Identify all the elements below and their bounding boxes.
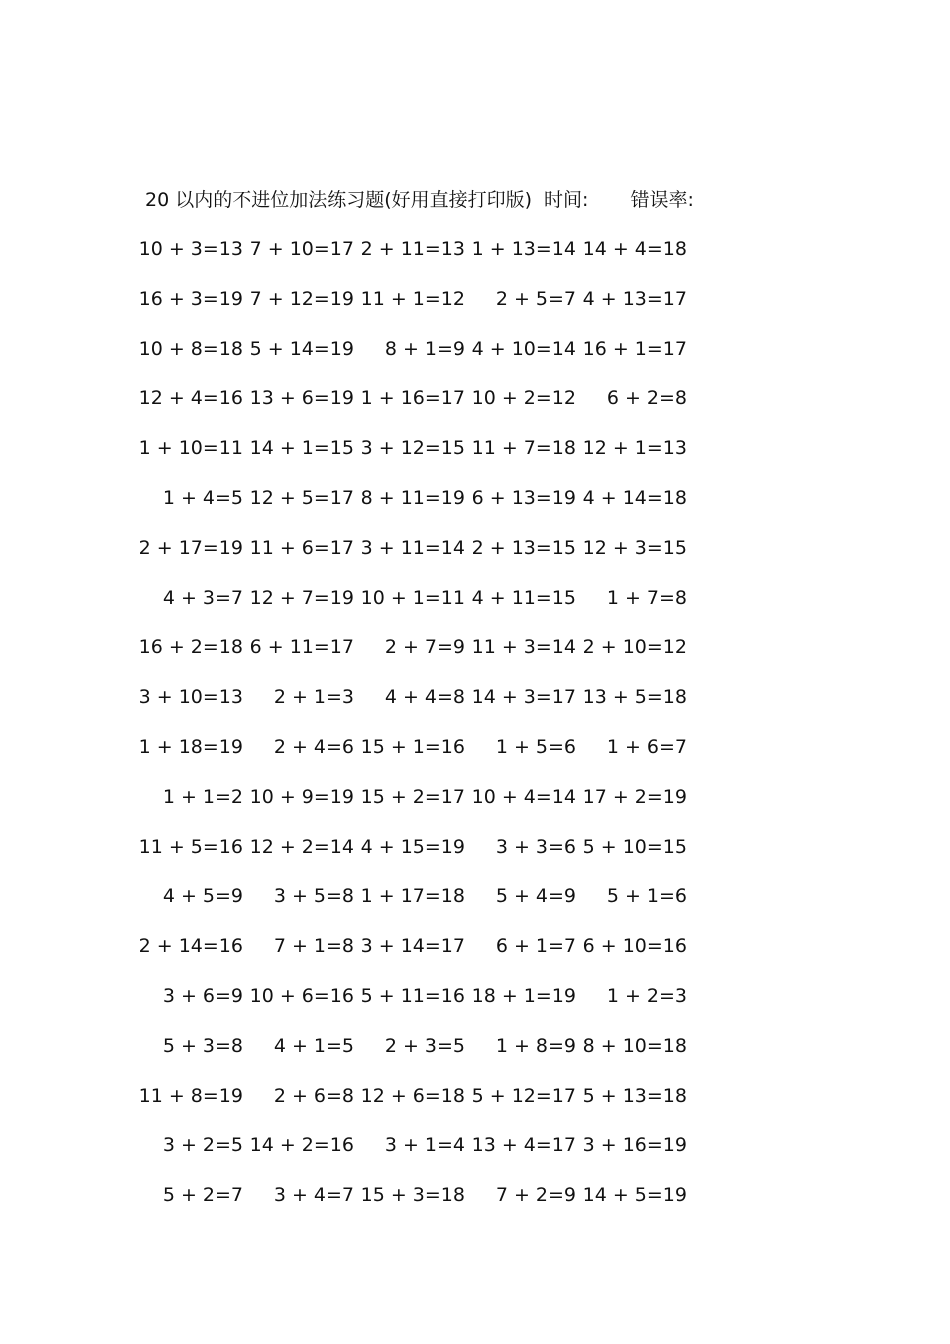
equation: 6 + 13=19 — [471, 486, 576, 509]
equation: 4 + 3=7 — [162, 586, 243, 609]
time-label: 时间: — [544, 189, 589, 211]
equation: 12 + 6=18 — [360, 1084, 465, 1107]
equation: 3 + 4=7 — [273, 1184, 354, 1207]
equation: 2 + 5=7 — [495, 287, 576, 310]
equation: 5 + 1=6 — [606, 885, 687, 908]
equation: 2 + 7=9 — [384, 636, 465, 659]
equation: 4 + 13=17 — [582, 287, 687, 310]
equation: 10 + 1=11 — [360, 586, 465, 609]
equation: 4 + 1=5 — [273, 1034, 354, 1057]
equation: 5 + 13=18 — [582, 1084, 687, 1107]
equation: 6 + 11=17 — [249, 636, 354, 659]
equation: 1 + 17=18 — [360, 885, 465, 908]
equation-row — [150, 983, 710, 1033]
equation: 3 + 1=4 — [384, 1134, 465, 1157]
equation: 1 + 8=9 — [495, 1034, 576, 1057]
worksheet-header — [145, 188, 694, 212]
equation: 11 + 1=12 — [360, 287, 465, 310]
equation: 3 + 11=14 — [360, 536, 465, 559]
equation: 11 + 6=17 — [249, 536, 354, 559]
equation: 2 + 11=13 — [360, 238, 465, 260]
equation: 3 + 6=9 — [162, 984, 243, 1007]
equation-row — [150, 1033, 710, 1083]
equation: 14 + 4=18 — [582, 238, 687, 260]
equation-row — [138, 734, 710, 784]
equation: 2 + 1=3 — [273, 686, 354, 709]
equation: 4 + 14=18 — [582, 486, 687, 509]
equation-row — [150, 883, 710, 933]
equation: 3 + 16=19 — [582, 1134, 687, 1157]
equation: 13 + 4=17 — [471, 1134, 576, 1157]
equation: 5 + 2=7 — [162, 1184, 243, 1207]
equation: 13 + 6=19 — [249, 387, 354, 410]
equation-row — [138, 834, 710, 884]
equation: 1 + 5=6 — [495, 735, 576, 758]
equation: 2 + 13=15 — [471, 536, 576, 559]
equation: 12 + 3=15 — [582, 536, 687, 559]
equation: 4 + 4=8 — [384, 686, 465, 709]
equation-row — [138, 535, 710, 585]
equation: 3 + 3=6 — [495, 835, 576, 858]
equation-row — [138, 385, 710, 435]
equation: 5 + 12=17 — [471, 1084, 576, 1107]
equation: 7 + 2=9 — [495, 1184, 576, 1207]
equation: 5 + 4=9 — [495, 885, 576, 908]
equation: 3 + 2=5 — [162, 1134, 243, 1157]
equation-row — [150, 784, 710, 834]
equation: 1 + 2=3 — [606, 984, 687, 1007]
equation: 1 + 16=17 — [360, 387, 465, 410]
equation: 6 + 10=16 — [582, 935, 687, 958]
equation: 1 + 4=5 — [162, 486, 243, 509]
equation: 1 + 1=2 — [162, 785, 243, 808]
equation: 7 + 10=17 — [249, 238, 354, 260]
equation: 11 + 8=19 — [138, 1084, 243, 1107]
equation: 10 + 9=19 — [249, 785, 354, 808]
equation: 10 + 6=16 — [249, 984, 354, 1007]
equation-row — [138, 634, 710, 684]
equation: 2 + 4=6 — [273, 735, 354, 758]
equation-row — [150, 1182, 710, 1232]
equation-row — [150, 1132, 710, 1182]
worksheet-title: 20 以内的不进位加法练习题(好用直接打印版) — [145, 189, 533, 211]
equation: 12 + 1=13 — [582, 437, 687, 460]
equation: 8 + 1=9 — [384, 337, 465, 360]
equation: 2 + 14=16 — [138, 935, 243, 958]
equation: 3 + 12=15 — [360, 437, 465, 460]
equation: 13 + 5=18 — [582, 686, 687, 709]
equation: 8 + 10=18 — [582, 1034, 687, 1057]
equation: 16 + 2=18 — [138, 636, 243, 659]
equation: 16 + 3=19 — [138, 287, 243, 310]
equation: 3 + 10=13 — [138, 686, 243, 709]
equation: 1 + 13=14 — [471, 238, 576, 260]
equation: 16 + 1=17 — [582, 337, 687, 360]
equation: 14 + 2=16 — [249, 1134, 354, 1157]
equation: 1 + 10=11 — [138, 437, 243, 460]
equation: 14 + 3=17 — [471, 686, 576, 709]
equation: 11 + 5=16 — [138, 835, 243, 858]
equation: 7 + 12=19 — [249, 287, 354, 310]
equation: 2 + 3=5 — [384, 1034, 465, 1057]
equation: 4 + 10=14 — [471, 337, 576, 360]
equation-row — [138, 236, 710, 286]
equation: 5 + 3=8 — [162, 1034, 243, 1057]
equation: 11 + 7=18 — [471, 437, 576, 460]
equation: 14 + 1=15 — [249, 437, 354, 460]
equation: 12 + 4=16 — [138, 387, 243, 410]
equation: 1 + 6=7 — [606, 735, 687, 758]
equation-grid — [138, 236, 710, 1232]
equation-row — [138, 435, 710, 485]
equation: 6 + 2=8 — [606, 387, 687, 410]
equation: 2 + 17=19 — [138, 536, 243, 559]
error-rate-label: 错误率: — [630, 189, 694, 211]
equation-row — [138, 684, 710, 734]
equation: 1 + 7=8 — [606, 586, 687, 609]
equation: 5 + 14=19 — [249, 337, 354, 360]
equation: 10 + 8=18 — [138, 337, 243, 360]
equation-row — [138, 933, 710, 983]
equation: 12 + 2=14 — [249, 835, 354, 858]
equation: 5 + 11=16 — [360, 984, 465, 1007]
equation: 7 + 1=8 — [273, 935, 354, 958]
equation: 4 + 5=9 — [162, 885, 243, 908]
equation: 15 + 1=16 — [360, 735, 465, 758]
equation: 3 + 5=8 — [273, 885, 354, 908]
equation: 8 + 11=19 — [360, 486, 465, 509]
equation: 5 + 10=15 — [582, 835, 687, 858]
equation: 6 + 1=7 — [495, 935, 576, 958]
equation: 1 + 18=19 — [138, 735, 243, 758]
equation: 11 + 3=14 — [471, 636, 576, 659]
equation: 10 + 4=14 — [471, 785, 576, 808]
equation: 15 + 3=18 — [360, 1184, 465, 1207]
equation: 3 + 14=17 — [360, 935, 465, 958]
equation: 12 + 7=19 — [249, 586, 354, 609]
equation-row — [138, 336, 710, 386]
equation: 14 + 5=19 — [582, 1184, 687, 1207]
equation-row — [150, 485, 710, 535]
equation: 12 + 5=17 — [249, 486, 354, 509]
equation: 4 + 11=15 — [471, 586, 576, 609]
equation: 4 + 15=19 — [360, 835, 465, 858]
equation-row — [138, 286, 710, 336]
equation: 2 + 10=12 — [582, 636, 687, 659]
equation: 18 + 1=19 — [471, 984, 576, 1007]
equation: 10 + 2=12 — [471, 387, 576, 410]
equation-row — [138, 1083, 710, 1133]
equation: 10 + 3=13 — [138, 238, 243, 260]
equation: 15 + 2=17 — [360, 785, 465, 808]
equation-row — [150, 585, 710, 635]
equation: 17 + 2=19 — [582, 785, 687, 808]
equation: 2 + 6=8 — [273, 1084, 354, 1107]
